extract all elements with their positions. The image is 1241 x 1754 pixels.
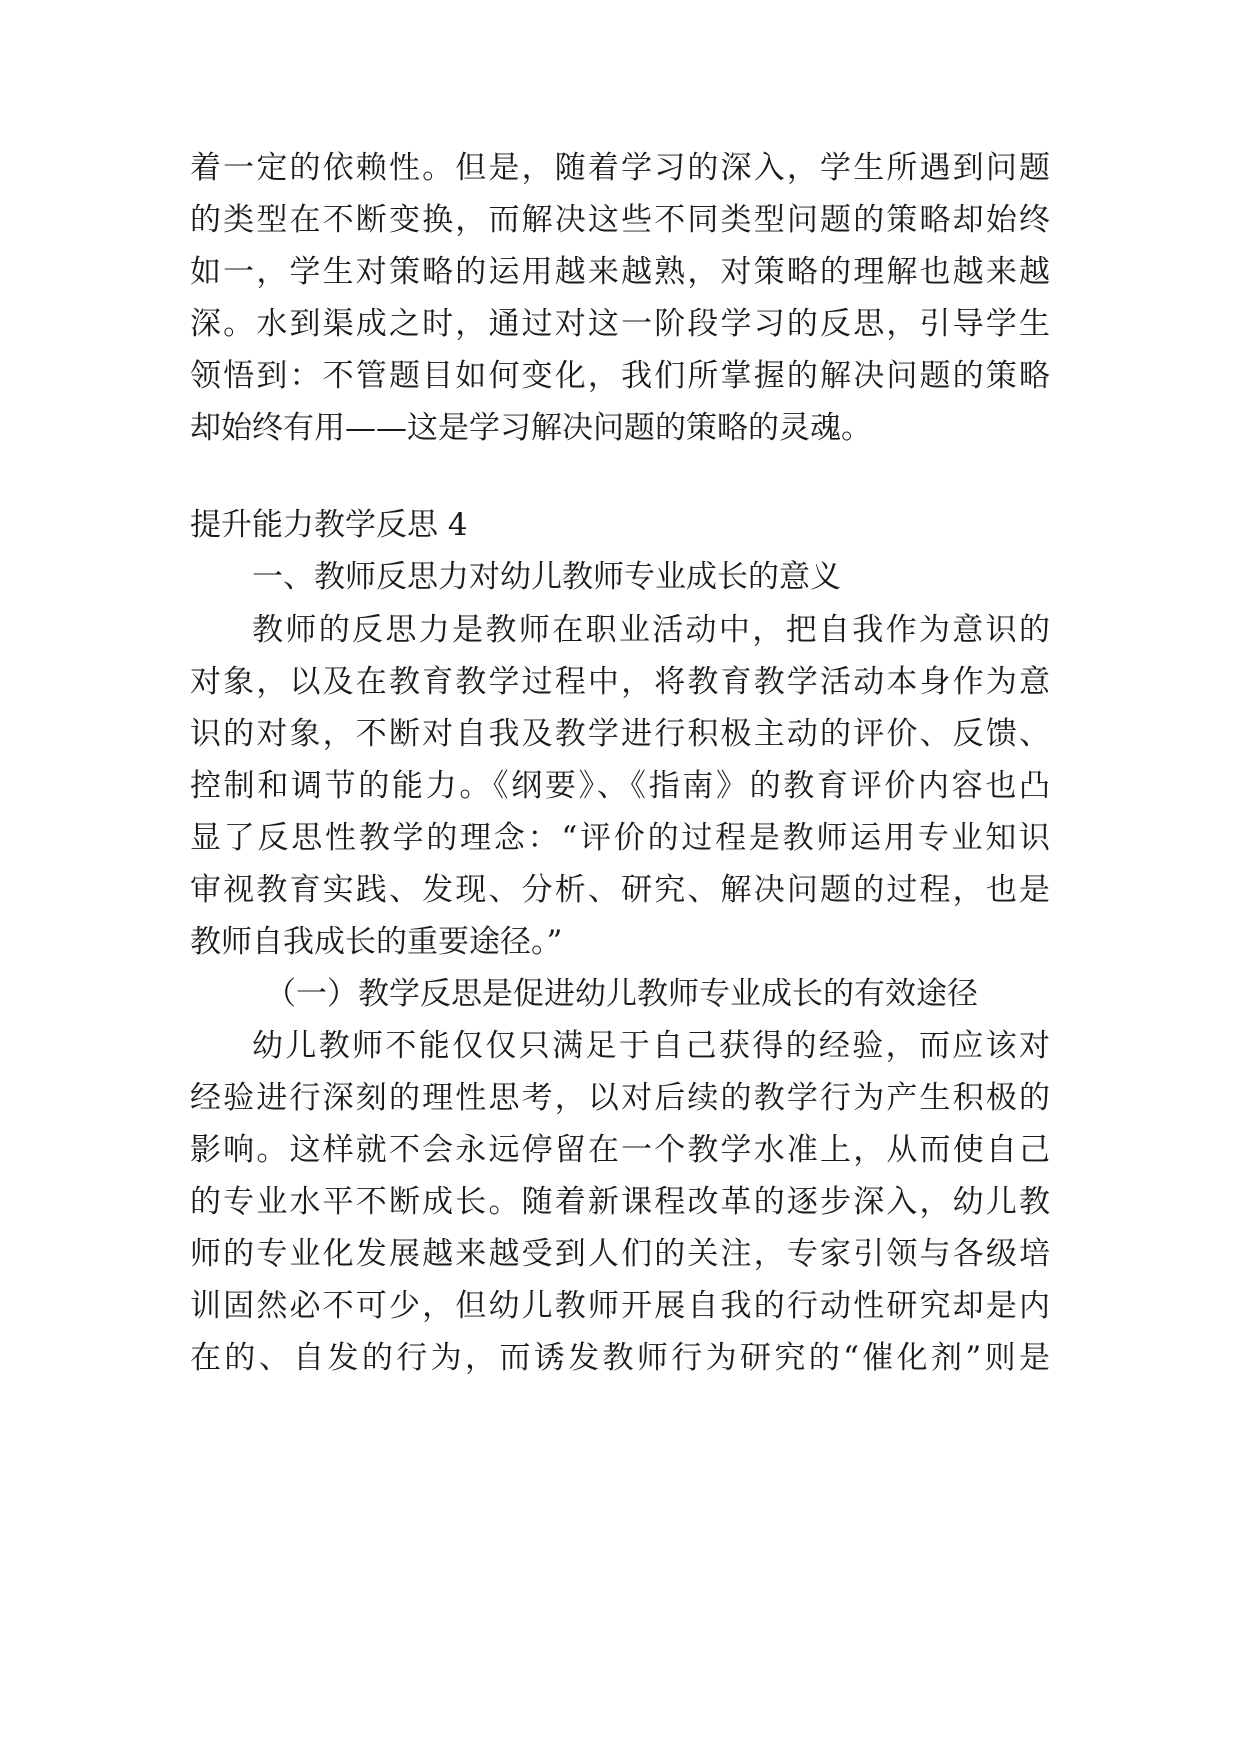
text-line: 教师自我成长的重要途径。” — [190, 924, 563, 960]
text-line: 训固然必不可少，但幼儿教师开展自我的行动性研究却是内 — [190, 1288, 1050, 1324]
text-line: 的类型在不断变换，而解决这些不同类型问题的策略却始终 — [190, 202, 1050, 238]
text-line: 如一，学生对策略的运用越来越熟，对策略的理解也越来越 — [190, 254, 1050, 290]
text-line: 识的对象，不断对自我及教学进行积极主动的评价、反馈、 — [190, 716, 1050, 752]
subheading: （一）教学反思是促进幼儿教师专业成长的有效途径 — [265, 976, 978, 1012]
text-line: 深。水到渠成之时，通过对这一阶段学习的反思，引导学生 — [190, 306, 1050, 342]
text-line: 审视教育实践、发现、分析、研究、解决问题的过程，也是 — [190, 872, 1050, 908]
text-line: 着一定的依赖性。但是，随着学习的深入，学生所遇到问题 — [190, 150, 1050, 186]
text-line: 师的专业化发展越来越受到人们的关注，专家引领与各级培 — [190, 1236, 1050, 1272]
text-line: 幼儿教师不能仅仅只满足于自己获得的经验，而应该对 — [252, 1028, 1050, 1064]
text-line: 控制和调节的能力。《纲要》、《指南》的教育评价内容也凸 — [190, 768, 1050, 804]
text-line: 影响。这样就不会永远停留在一个教学水准上，从而使自己 — [190, 1132, 1050, 1168]
text-line: 的专业水平不断成长。随着新课程改革的逐步深入，幼儿教 — [190, 1184, 1050, 1220]
text-line: 教师的反思力是教师在职业活动中，把自我作为意识的 — [252, 612, 1050, 648]
text-line: 经验进行深刻的理性思考，以对后续的教学行为产生积极的 — [190, 1080, 1050, 1116]
text-line: 在的、自发的行为，而诱发教师行为研究的“催化剂”则是 — [190, 1340, 1050, 1376]
subheading: 一、教师反思力对幼儿教师专业成长的意义 — [252, 559, 841, 595]
text-line: 对象，以及在教育教学过程中，将教育教学活动本身作为意 — [190, 664, 1050, 700]
text-line: 显了反思性教学的理念：“评价的过程是教师运用专业知识 — [190, 820, 1050, 856]
section-title: 提升能力教学反思 4 — [190, 507, 468, 543]
text-line: 领悟到：不管题目如何变化，我们所掌握的解决问题的策略 — [190, 358, 1050, 394]
text-line: 却始终有用——这是学习解决问题的策略的灵魂。 — [190, 410, 872, 446]
